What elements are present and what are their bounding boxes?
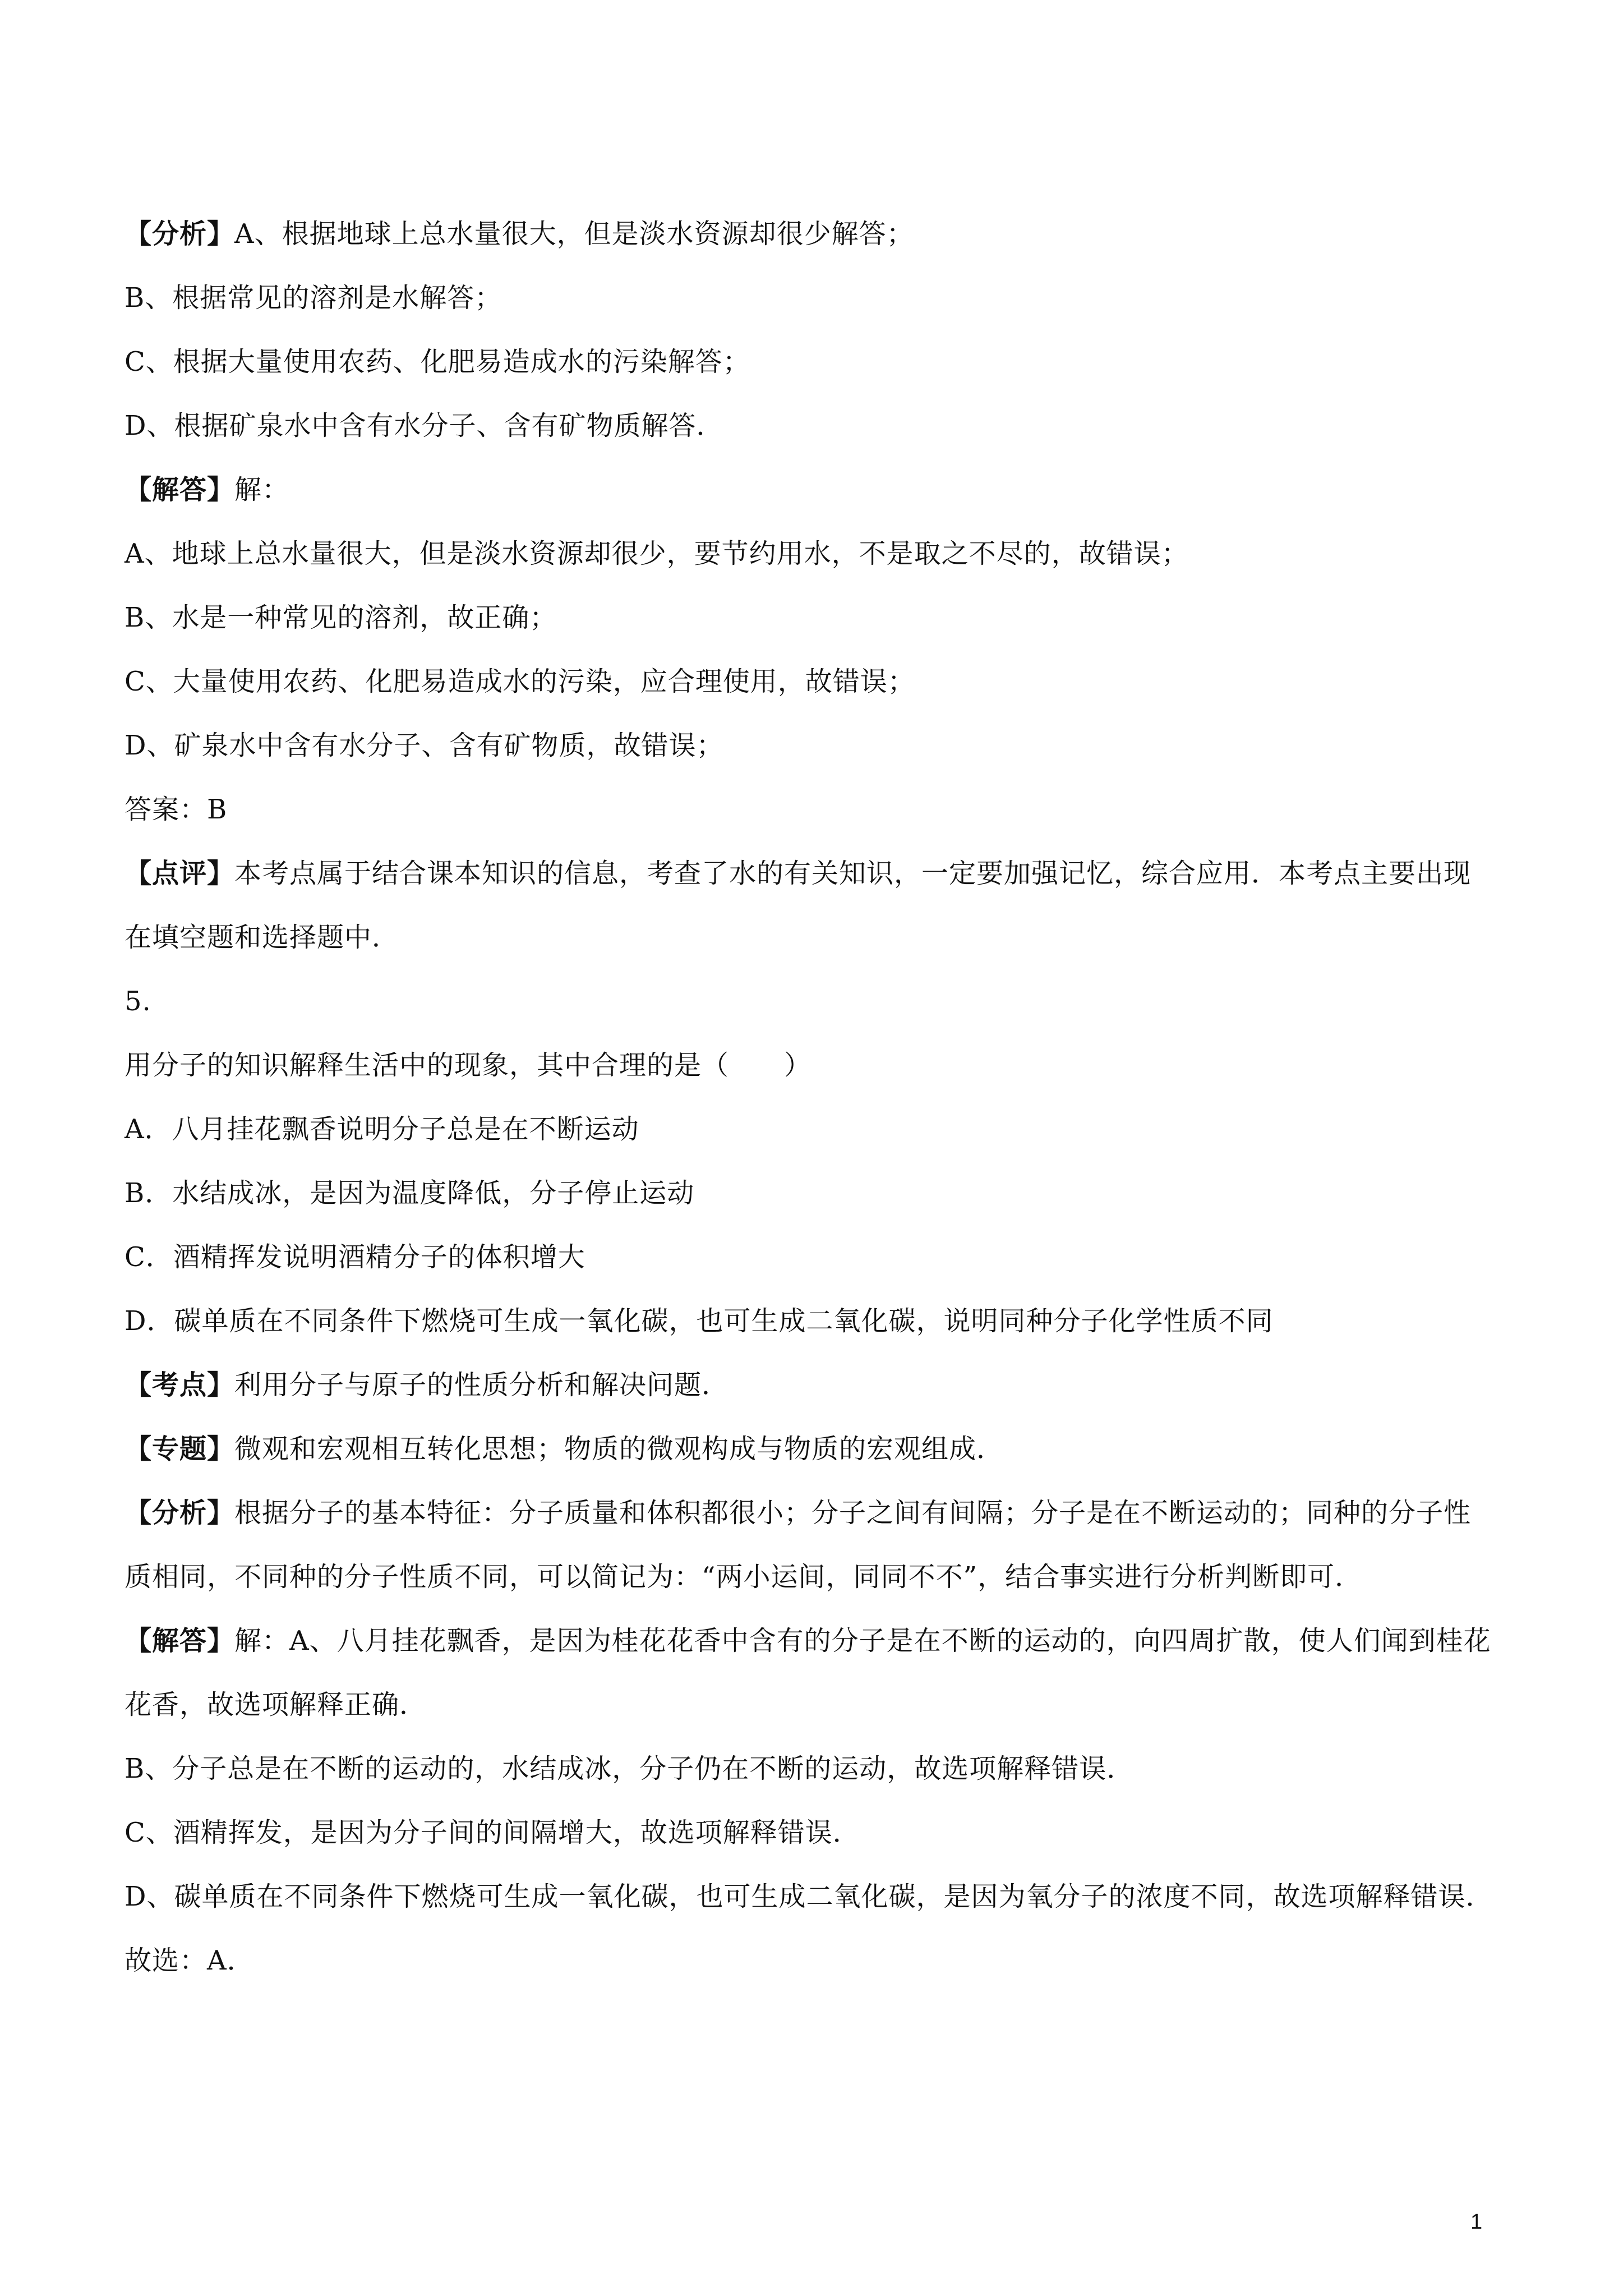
paragraph [125,1801,1498,1865]
paragraph-text: A、地球上总水量很大，但是淡水资源却很少，要节约用水，不是取之不尽的，故错误； [125,538,1189,569]
paragraph [125,1737,1498,1801]
paragraph-text: 本考点属于结合课本知识的信息，考查了水的有关知识，一定要加强记忆，综合应用．本考点主要出现在填空题和选择题中． [125,858,1472,953]
paragraph-tag: 【分析】 [125,218,235,250]
option-c [125,1225,1498,1289]
paragraph-text: 解：A、八月挂花飘香，是因为桂花花香中含有的分子是在不断的运动的，向四周扩散，使人们闻到桂花花香，故选项解释正确． [125,1625,1491,1720]
paragraph-tag: 【解答】 [125,1625,235,1657]
paragraph-text: D、根据矿泉水中含有水分子、含有矿物质解答． [125,410,724,441]
paragraph-text: 微观和宏观相互转化思想；物质的微观构成与物质的宏观组成． [234,1433,1004,1465]
paragraph-text: 利用分子与原子的性质分析和解决问题． [234,1369,730,1401]
paragraph-text: B、根据常见的溶剂是水解答； [125,282,502,314]
paragraph-text: 故选：A． [125,1945,255,1976]
document-body [125,202,1498,1993]
paragraph-text: 用分子的知识解释生活中的现象，其中合理的是（ ） [125,1050,812,1081]
paragraph-text: C．酒精挥发说明酒精分子的体积增大 [125,1241,585,1273]
paragraph [125,1417,1498,1481]
paragraph [125,330,1498,394]
question-number [125,969,1498,1033]
paragraph-text: D、碳单质在不同条件下燃烧可生成一氧化碳，也可生成二氧化碳，是因为氧分子的浓度不同，故选项解释错误． [125,1881,1493,1912]
paragraph-text: B、水是一种常见的溶剂，故正确； [125,602,557,633]
paragraph-text: A、根据地球上总水量很大，但是淡水资源却很少解答； [234,218,914,250]
question-stem [125,1033,1498,1097]
paragraph-tag: 【专题】 [125,1433,235,1465]
paragraph-tag: 【解答】 [125,474,235,505]
paragraph-text: 根据分子的基本特征：分子质量和体积都很小；分子之间有间隔；分子是在不断运动的；同种的分子性质相同，不同种的分子性质不同，可以简记为：“两小运间，同同不不”，结合事实进行分析判断即可． [125,1497,1472,1593]
paragraph [125,650,1498,714]
paragraph-text: 5. [125,986,151,1017]
paragraph-text: C、酒精挥发，是因为分子间的间隔增大，故选项解释错误． [125,1817,860,1848]
paragraph-tag: 【点评】 [125,858,235,889]
paragraph-text: 解： [234,474,290,505]
option-a [125,1097,1498,1161]
option-d [125,1289,1498,1353]
paragraph-text: D、矿泉水中含有水分子、含有矿物质，故错误； [125,730,724,761]
paragraph [125,522,1498,586]
paragraph-text: C、大量使用农药、化肥易造成水的污染，应合理使用，故错误； [125,666,915,697]
paragraph [125,1353,1498,1417]
paragraph [125,586,1498,650]
paragraph [125,1481,1498,1609]
paragraph [125,394,1498,458]
paragraph [125,266,1498,330]
paragraph [125,1865,1498,1929]
paragraph-text: 答案：B [125,794,228,825]
option-b [125,1161,1498,1225]
paragraph-text: B、分子总是在不断的运动的，水结成冰，分子仍在不断的运动，故选项解释错误． [125,1753,1135,1784]
paragraph [125,777,1498,841]
paragraph [125,714,1498,777]
paragraph [125,1929,1498,1993]
paragraph [125,458,1498,522]
paragraph [125,841,1498,969]
paragraph-text: A．八月挂花飘香说明分子总是在不断运动 [125,1114,639,1145]
paragraph-tag: 【考点】 [125,1369,235,1401]
paragraph-text: D．碳单质在不同条件下燃烧可生成一氧化碳，也可生成二氧化碳，说明同种分子化学性质不同 [125,1305,1274,1337]
page-number: 1 [1470,2210,1483,2234]
paragraph [125,202,1498,266]
paragraph-tag: 【分析】 [125,1497,235,1529]
paragraph-text: B．水结成冰，是因为温度降低，分子停止运动 [125,1177,695,1209]
paragraph [125,1609,1498,1737]
paragraph-text: C、根据大量使用农药、化肥易造成水的污染解答； [125,346,750,378]
